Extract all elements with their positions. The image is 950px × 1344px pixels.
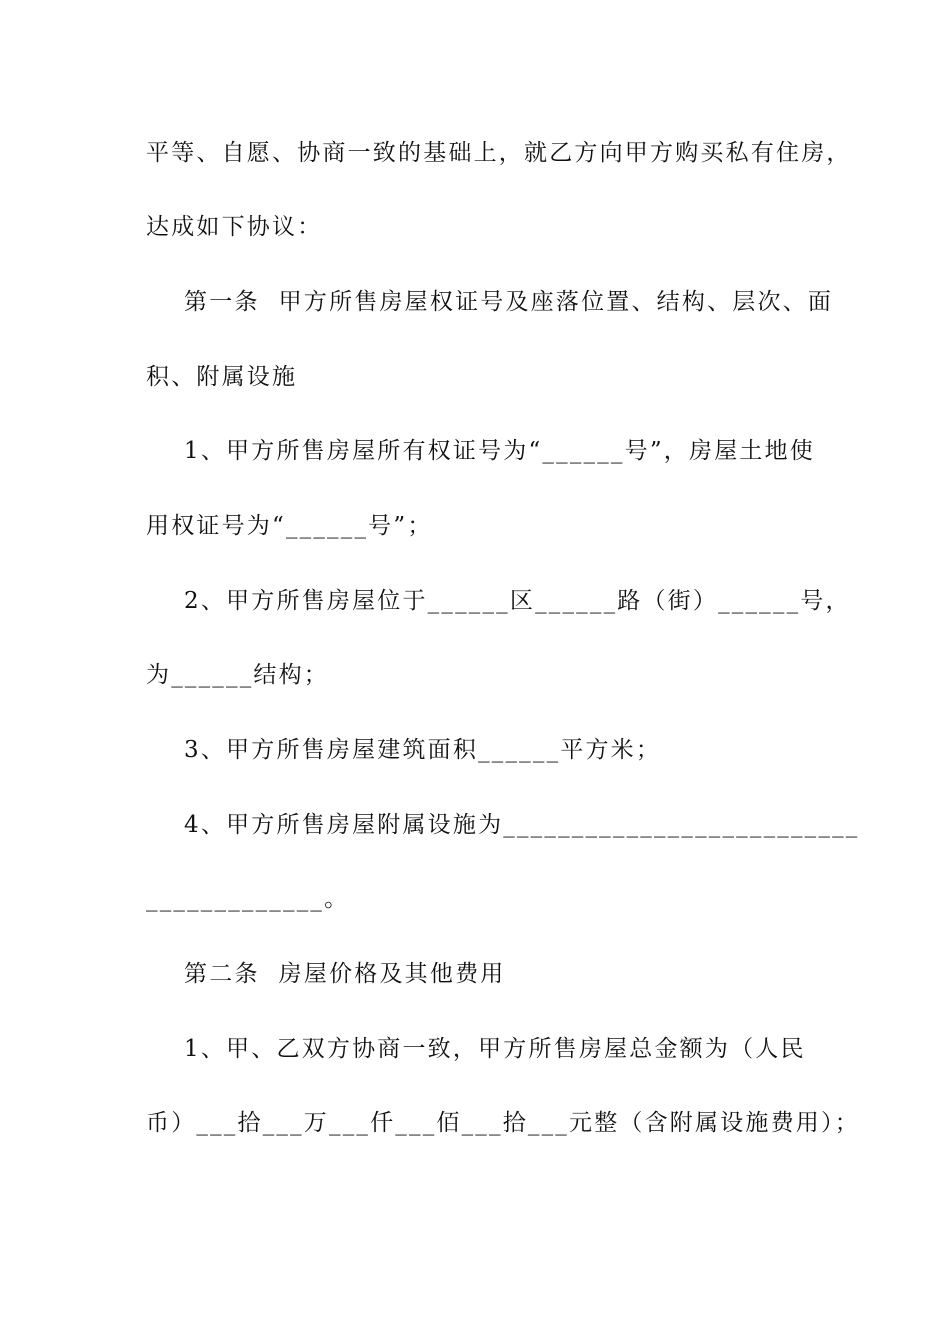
- article-heading: 第一条 甲方所售房屋权证号及座落位置、结构、层次、面: [146, 289, 834, 315]
- clause-line: 2、甲方所售房屋位于______区______路（街）______号，: [146, 588, 851, 614]
- paragraph-line: 平等、自愿、协商一致的基础上，就乙方向甲方购买私有住房，: [146, 140, 852, 166]
- paragraph-line: 币）___拾___万___仟___佰___拾___元整（含附属设施费用）；: [146, 1110, 860, 1136]
- clause-line: 1、甲方所售房屋所有权证号为“______号”，房屋土地使: [146, 438, 815, 464]
- paragraph-line: 为______结构；: [146, 662, 329, 688]
- clause-line: 1、甲、乙双方协商一致，甲方所售房屋总金额为（人民: [146, 1036, 806, 1062]
- paragraph-line: 积、附属设施: [146, 364, 298, 390]
- paragraph-line: 达成如下协议：: [146, 214, 323, 240]
- clause-line: 4、甲方所售房屋附属设施为__________________________: [146, 812, 860, 838]
- clause-line: 3、甲方所售房屋建筑面积______平方米；: [146, 737, 662, 763]
- paragraph-line: _____________。: [146, 886, 350, 912]
- article-heading: 第二条 房屋价格及其他费用: [146, 961, 506, 987]
- paragraph-line: 用权证号为“______号”；: [146, 513, 433, 539]
